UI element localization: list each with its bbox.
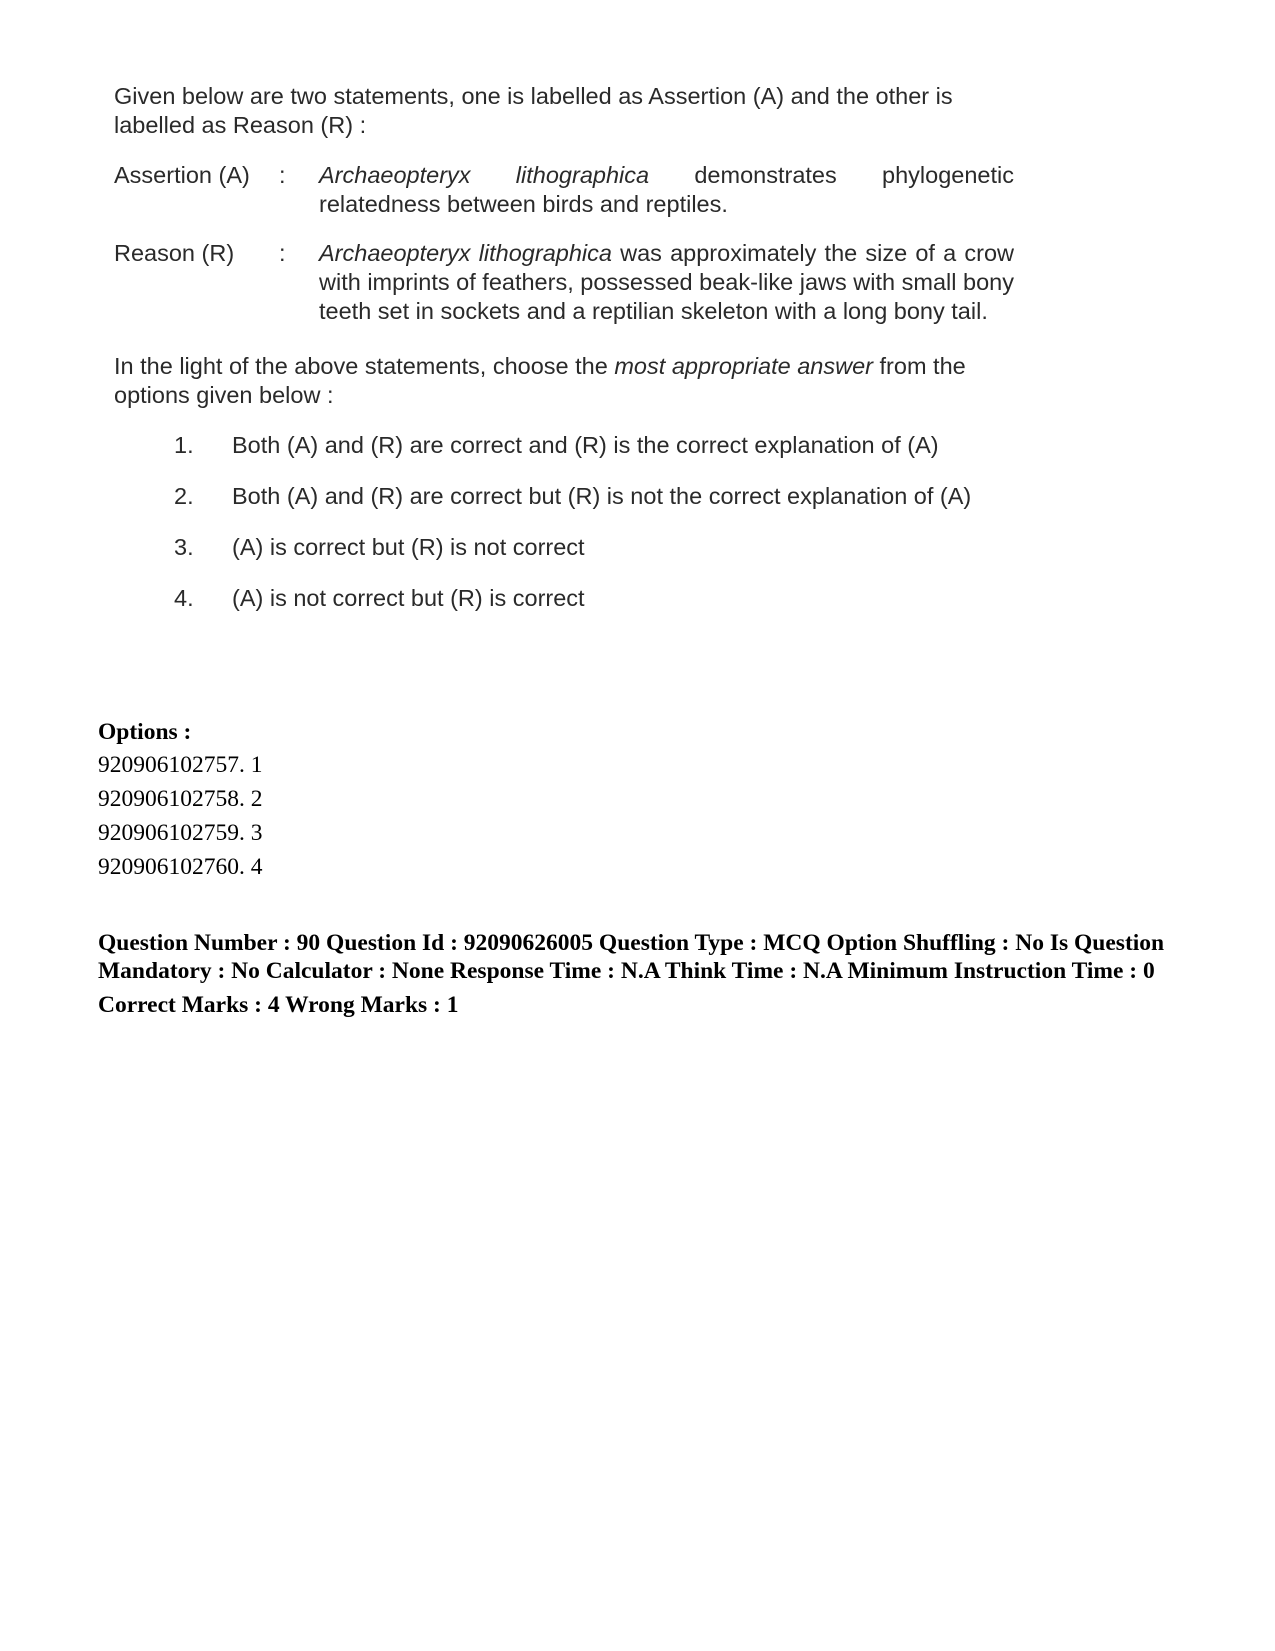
- instruction-before: In the light of the above statements, choose the: [114, 353, 615, 379]
- assertion-colon: :: [279, 162, 286, 188]
- choice-number: 2.: [174, 483, 194, 509]
- choice-text: (A) is correct but (R) is not correct: [232, 534, 585, 560]
- options-heading: Options :: [98, 719, 192, 745]
- question-instruction: [114, 352, 1014, 410]
- option-id-row: 920906102757. 1: [98, 752, 263, 778]
- choice-text: Both (A) and (R) are correct but (R) is not the correct explanation of (A): [232, 483, 972, 509]
- assertion-species: Archaeopteryx lithographica: [319, 162, 650, 188]
- next-question-info: [98, 930, 1198, 1020]
- reason-label: Reason (R): [114, 240, 235, 266]
- question-metadata: Question Number : 90 Question Id : 92090626005 Question Type : MCQ Option Shuffling : No Is Question Mandatory : No Calculator : None Response Time : N.A Think Time : N.A Minimum Instruction Time : 0: [98, 930, 1165, 984]
- choice-number: 1.: [174, 432, 194, 458]
- marks-info: Correct Marks : 4 Wrong Marks : 1: [98, 992, 459, 1018]
- options-block: [98, 716, 1198, 884]
- option-id-row: 920906102760. 4: [98, 854, 263, 880]
- choice-item: [174, 431, 1014, 460]
- question-intro: Given below are two statements, one is labelled as Assertion (A) and the other is labelled as Reason (R) :: [114, 83, 953, 138]
- reason-text: [319, 239, 1014, 326]
- assertion-text: [319, 161, 1014, 219]
- option-id-row: 920906102759. 3: [98, 820, 263, 846]
- choice-text: Both (A) and (R) are correct and (R) is the correct explanation of (A): [232, 432, 939, 458]
- choice-number: 4.: [174, 585, 194, 611]
- reason-statement: [114, 239, 1014, 326]
- instruction-emphasis: most appropriate answer: [614, 353, 873, 379]
- choice-item: [174, 533, 1014, 562]
- reason-colon: :: [279, 240, 286, 266]
- choice-number: 3.: [174, 534, 194, 560]
- question-image: [114, 82, 1014, 635]
- assertion-label: Assertion (A): [114, 162, 250, 188]
- choice-text: (A) is not correct but (R) is correct: [232, 585, 585, 611]
- reason-species: Archaeopteryx lithographica: [319, 240, 612, 266]
- choice-item: [174, 482, 1014, 511]
- reason-body: was approximately the size of a crow with imprints of feathers, possessed beak-like jaws with small bony teeth set in sockets and a reptilian skeleton with a long bony tail.: [319, 240, 1014, 324]
- choice-item: [174, 584, 1014, 613]
- option-id-row: 920906102758. 2: [98, 786, 263, 812]
- instruction-after: from the options given below :: [114, 353, 966, 408]
- assertion-body: demonstrates phylogenetic relatedness between birds and reptiles.: [319, 162, 1014, 217]
- assertion-statement: [114, 161, 1014, 219]
